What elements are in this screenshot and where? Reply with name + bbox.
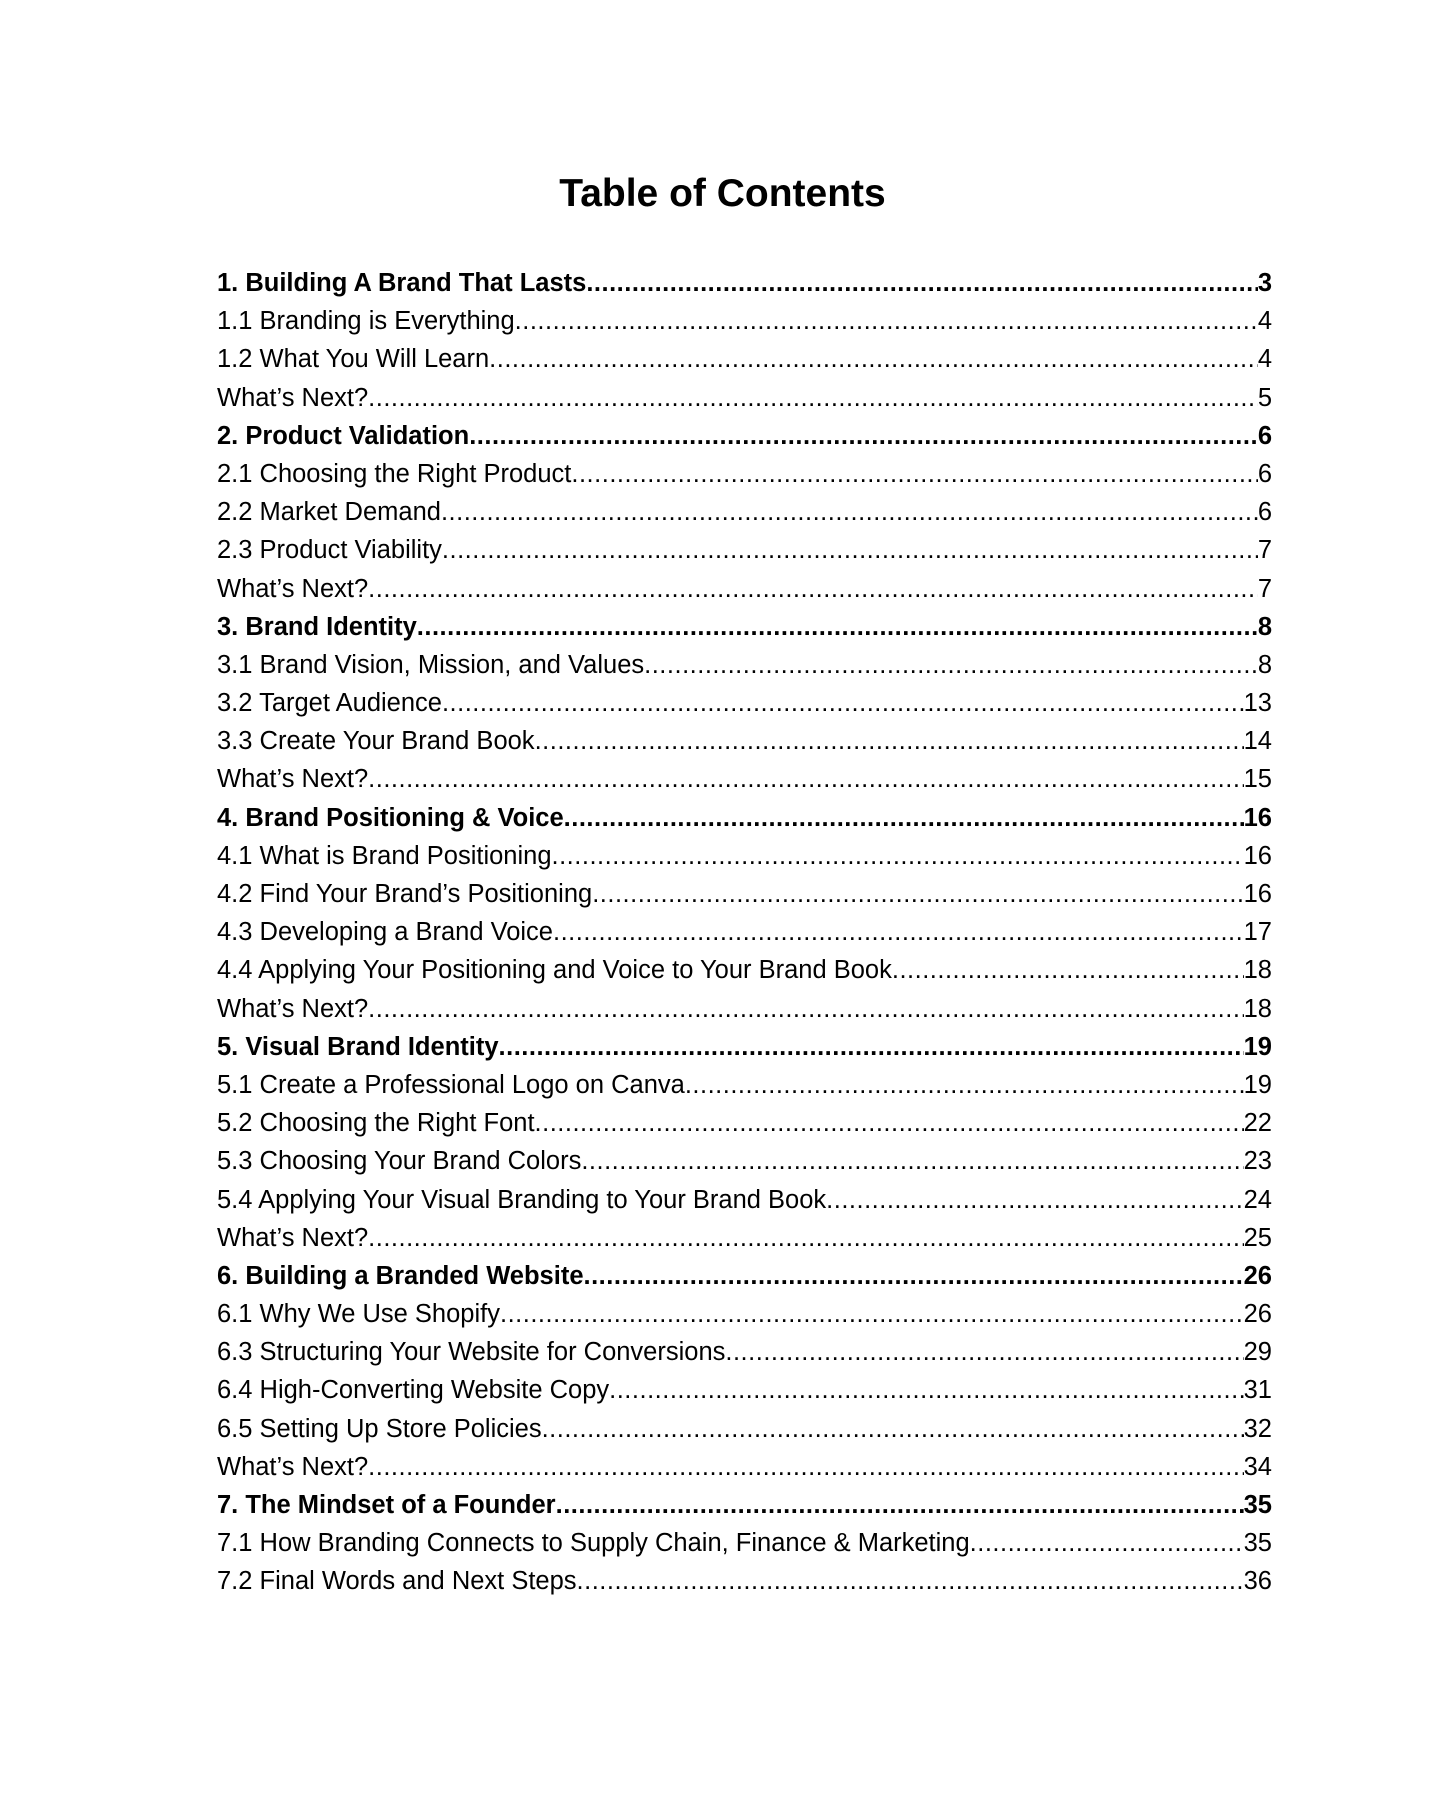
toc-page-number: 18: [1243, 956, 1272, 985]
toc-section-entry[interactable]: [217, 990, 1272, 1028]
toc-page-number: 19: [1243, 1032, 1272, 1061]
toc-dot-leader: [892, 951, 1244, 989]
toc-entry-label: 6.4 High-Converting Website Copy: [217, 1376, 610, 1405]
toc-entry-label: 3.2 Target Audience: [217, 689, 442, 718]
toc-entry-label: 6. Building a Branded Website: [217, 1261, 584, 1290]
toc-entry-label: 3.3 Create Your Brand Book: [217, 727, 535, 756]
toc-section-entry[interactable]: [217, 1181, 1272, 1219]
toc-section-entry[interactable]: [217, 913, 1272, 951]
toc-page-number: 35: [1243, 1491, 1272, 1519]
toc-dot-leader: [564, 799, 1244, 837]
toc-section-entry[interactable]: [217, 1066, 1272, 1104]
toc-section-entry[interactable]: [217, 493, 1272, 531]
toc-dot-leader: [586, 264, 1258, 302]
toc-page-number: 8: [1257, 612, 1272, 641]
toc-page-number: 16: [1243, 841, 1272, 870]
toc-section-entry[interactable]: [217, 837, 1272, 875]
toc-page-number: 34: [1243, 1452, 1272, 1481]
toc-page-number: 19: [1243, 1070, 1272, 1099]
toc-dot-leader: [571, 455, 1257, 493]
toc-section-entry[interactable]: [217, 1371, 1272, 1409]
toc-entry-label: What’s Next?: [217, 765, 369, 794]
toc-page-number: 35: [1243, 1529, 1272, 1558]
toc-section-entry[interactable]: [217, 1333, 1272, 1371]
toc-dot-leader: [500, 1295, 1244, 1333]
toc-dot-leader: [581, 1142, 1243, 1180]
toc-dot-leader: [725, 1333, 1243, 1371]
toc-entry-label: 2.3 Product Viability: [217, 536, 442, 565]
toc-dot-leader: [368, 379, 1258, 417]
toc-entry-label: What’s Next?: [217, 383, 369, 412]
toc-dot-leader: [584, 1257, 1244, 1295]
toc-page-number: 26: [1243, 1300, 1272, 1329]
toc-page-number: 26: [1243, 1261, 1272, 1290]
toc-page-number: 16: [1243, 880, 1272, 908]
toc-entry-label: 5.3 Choosing Your Brand Colors: [217, 1147, 582, 1176]
toc-page-number: 16: [1243, 803, 1272, 832]
toc-page-number: 14: [1243, 727, 1272, 756]
toc-page-number: 22: [1243, 1109, 1272, 1138]
toc-dot-leader: [368, 760, 1243, 798]
toc-section-entry[interactable]: [217, 340, 1272, 378]
toc-chapter-entry[interactable]: [217, 799, 1272, 837]
toc-dot-leader: [515, 302, 1258, 340]
toc-dot-leader: [556, 1486, 1244, 1524]
toc-page-number: 13: [1243, 689, 1272, 718]
toc-chapter-entry[interactable]: [217, 1257, 1272, 1295]
toc-page-number: 6: [1257, 459, 1272, 488]
toc-dot-leader: [970, 1524, 1244, 1562]
toc-page-number: 8: [1257, 650, 1272, 679]
toc-section-entry[interactable]: [217, 302, 1272, 340]
toc-dot-leader: [826, 1181, 1243, 1219]
toc-page-number: 6: [1257, 498, 1272, 527]
toc-dot-leader: [417, 608, 1258, 646]
toc-section-entry[interactable]: [217, 379, 1272, 417]
table-of-contents: [217, 264, 1272, 1601]
toc-section-entry[interactable]: [217, 760, 1272, 798]
toc-entry-label: 3. Brand Identity: [217, 612, 417, 641]
toc-dot-leader: [553, 913, 1244, 951]
toc-entry-label: 3.1 Brand Vision, Mission, and Values: [217, 650, 645, 679]
toc-dot-leader: [542, 1410, 1244, 1448]
toc-entry-label: 5. Visual Brand Identity: [217, 1032, 499, 1061]
toc-section-entry[interactable]: [217, 722, 1272, 760]
toc-entry-label: 7.1 How Branding Connects to Supply Chain, Finance & Marketing: [217, 1529, 970, 1558]
toc-section-entry[interactable]: [217, 1562, 1272, 1600]
toc-dot-leader: [535, 722, 1244, 760]
toc-page-number: 36: [1243, 1567, 1272, 1596]
toc-page-number: 4: [1257, 307, 1272, 336]
toc-entry-label: 1. Building A Brand That Lasts: [217, 269, 587, 297]
toc-dot-leader: [469, 417, 1258, 455]
toc-page-number: 29: [1243, 1338, 1272, 1367]
toc-section-entry[interactable]: [217, 455, 1272, 493]
toc-entry-label: 2.2 Market Demand: [217, 498, 441, 527]
toc-entry-label: 6.5 Setting Up Store Policies: [217, 1414, 542, 1443]
toc-dot-leader: [499, 1028, 1244, 1066]
toc-entry-label: What’s Next?: [217, 574, 369, 603]
toc-page-number: 7: [1257, 536, 1272, 565]
toc-page-number: 4: [1257, 345, 1272, 374]
toc-page-number: 24: [1243, 1185, 1272, 1214]
toc-page-number: 6: [1257, 421, 1272, 450]
toc-page-number: 15: [1243, 765, 1272, 794]
toc-entry-label: 6.1 Why We Use Shopify: [217, 1300, 500, 1329]
toc-entry-label: What’s Next?: [217, 1452, 369, 1481]
toc-dot-leader: [609, 1371, 1243, 1409]
toc-dot-leader: [489, 340, 1258, 378]
toc-entry-label: 4.2 Find Your Brand’s Positioning: [217, 880, 593, 908]
toc-page-number: 31: [1243, 1376, 1272, 1405]
toc-section-entry[interactable]: [217, 646, 1272, 684]
toc-entry-label: 2. Product Validation: [217, 421, 470, 450]
toc-section-entry[interactable]: [217, 531, 1272, 569]
toc-dot-leader: [592, 875, 1243, 913]
toc-page-number: 7: [1257, 574, 1272, 603]
toc-page-number: 32: [1243, 1414, 1272, 1443]
toc-section-entry[interactable]: [217, 1295, 1272, 1333]
toc-dot-leader: [442, 684, 1244, 722]
toc-dot-leader: [368, 990, 1243, 1028]
toc-entry-label: 5.2 Choosing the Right Font: [217, 1109, 535, 1138]
toc-section-entry[interactable]: [217, 684, 1272, 722]
toc-page-number: 17: [1243, 918, 1272, 947]
toc-section-entry[interactable]: [217, 1104, 1272, 1142]
toc-page-number: 23: [1243, 1147, 1272, 1176]
toc-entry-label: 7.2 Final Words and Next Steps: [217, 1567, 577, 1596]
toc-section-entry[interactable]: [217, 875, 1272, 913]
toc-chapter-entry[interactable]: [217, 264, 1272, 302]
toc-dot-leader: [577, 1562, 1244, 1600]
toc-chapter-entry[interactable]: [217, 608, 1272, 646]
toc-dot-leader: [368, 1219, 1243, 1257]
toc-section-entry[interactable]: [217, 951, 1272, 989]
toc-dot-leader: [441, 493, 1258, 531]
toc-entry-label: 4. Brand Positioning & Voice: [217, 803, 564, 832]
toc-page-number: 18: [1243, 994, 1272, 1023]
toc-entry-label: What’s Next?: [217, 1223, 369, 1252]
page-title: Table of Contents: [559, 172, 886, 215]
toc-entry-label: 6.3 Structuring Your Website for Conversions: [217, 1338, 726, 1367]
toc-section-entry[interactable]: [217, 1410, 1272, 1448]
toc-chapter-entry[interactable]: [217, 1486, 1272, 1524]
toc-entry-label: 4.3 Developing a Brand Voice: [217, 918, 553, 947]
toc-dot-leader: [552, 837, 1244, 875]
toc-entry-label: 5.4 Applying Your Visual Branding to Your Brand Book: [217, 1185, 827, 1214]
toc-section-entry[interactable]: [217, 1524, 1272, 1562]
toc-dot-leader: [644, 646, 1258, 684]
toc-chapter-entry[interactable]: [217, 417, 1272, 455]
toc-page-number: 3: [1257, 269, 1272, 297]
toc-dot-leader: [685, 1066, 1244, 1104]
toc-entry-label: 7. The Mindset of a Founder: [217, 1491, 556, 1519]
toc-section-entry[interactable]: [217, 1448, 1272, 1486]
toc-dot-leader: [368, 570, 1258, 608]
toc-section-entry[interactable]: [217, 570, 1272, 608]
toc-entry-label: 1.1 Branding is Everything: [217, 307, 515, 336]
toc-section-entry[interactable]: [217, 1142, 1272, 1180]
toc-entry-label: 2.1 Choosing the Right Product: [217, 459, 572, 488]
toc-page-number: 5: [1257, 383, 1272, 412]
toc-page-number: 25: [1243, 1223, 1272, 1252]
toc-entry-label: 4.4 Applying Your Positioning and Voice to Your Brand Book: [217, 956, 892, 985]
toc-entry-label: 4.1 What is Brand Positioning: [217, 841, 552, 870]
toc-entry-label: 5.1 Create a Professional Logo on Canva: [217, 1070, 685, 1099]
toc-dot-leader: [368, 1448, 1243, 1486]
toc-entry-label: What’s Next?: [217, 994, 369, 1023]
toc-entry-label: 1.2 What You Will Learn: [217, 345, 490, 374]
toc-section-entry[interactable]: [217, 1219, 1272, 1257]
toc-dot-leader: [442, 531, 1258, 569]
toc-dot-leader: [535, 1104, 1244, 1142]
toc-chapter-entry[interactable]: [217, 1028, 1272, 1066]
